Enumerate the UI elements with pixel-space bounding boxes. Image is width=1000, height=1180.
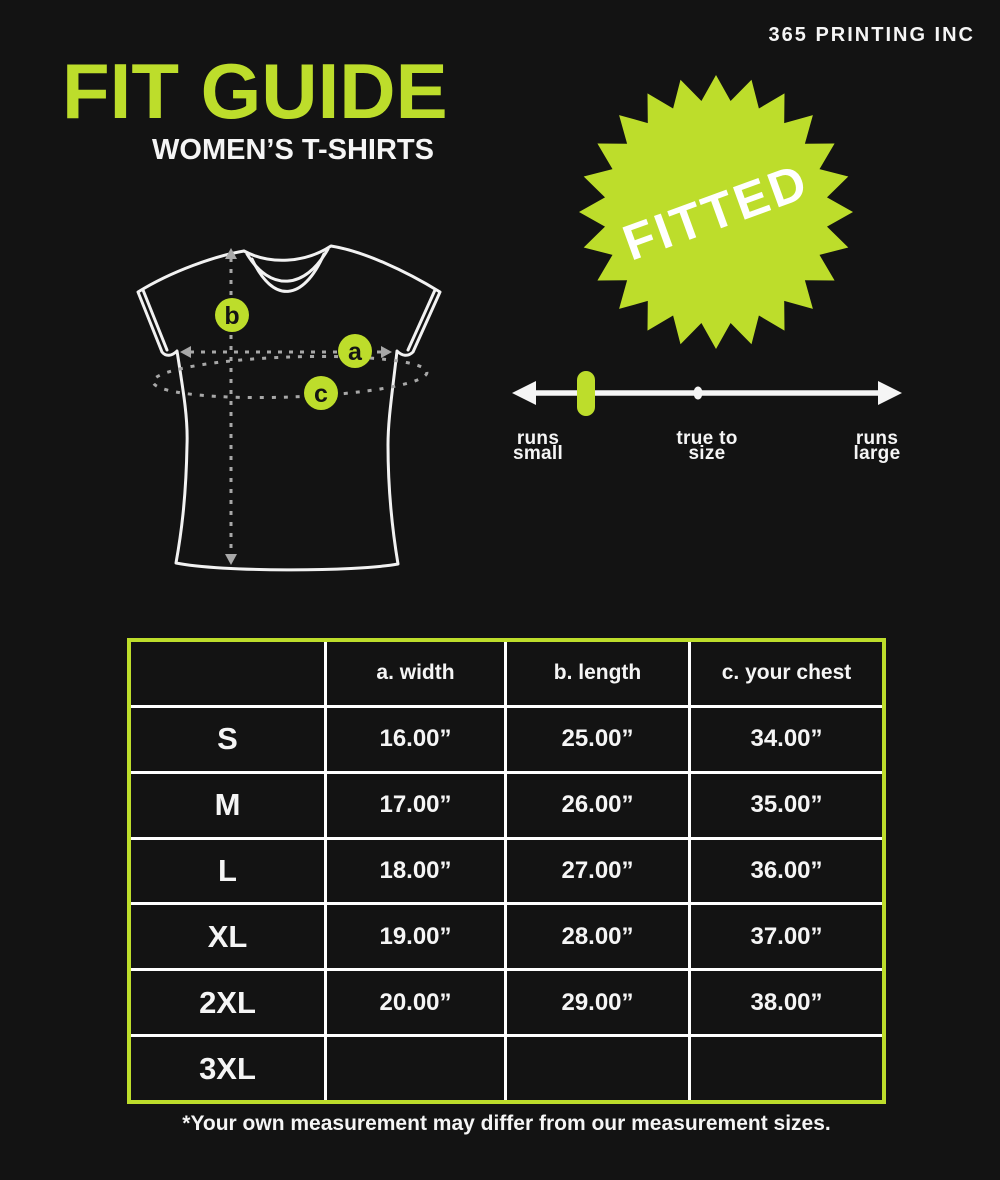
table-cell-chest: 36.00”: [691, 840, 882, 903]
measurement-arrowheads: [180, 248, 392, 565]
table-cell-chest: 35.00”: [691, 774, 882, 837]
col-header-chest: c. your chest: [691, 642, 882, 705]
table-cell-width: 17.00”: [327, 774, 504, 837]
table-cell-length: 25.00”: [507, 708, 688, 771]
col-header-size: [131, 642, 324, 705]
table-cell-chest: [691, 1037, 882, 1100]
size-table: [127, 638, 886, 1104]
measurement-markers: [215, 298, 372, 410]
scale-arrow-icon: [512, 381, 902, 405]
page-title: FIT GUIDE: [62, 47, 448, 135]
table-cell-chest: 38.00”: [691, 971, 882, 1034]
marker-c-label: c: [314, 380, 328, 408]
table-row-size: L: [131, 840, 324, 903]
scale-label-true-to-size: true to size: [676, 428, 738, 464]
table-cell-length: 26.00”: [507, 774, 688, 837]
col-header-length: b. length: [507, 642, 688, 705]
fitted-badge: [576, 72, 856, 352]
measurement-lines: [152, 258, 427, 556]
table-row-size: 3XL: [131, 1037, 324, 1100]
table-cell-length: 28.00”: [507, 905, 688, 968]
marker-a-label: a: [348, 338, 362, 366]
table-cell-length: 29.00”: [507, 971, 688, 1034]
tshirt-outline-icon: [138, 246, 440, 570]
col-header-width: a. width: [327, 642, 504, 705]
table-cell-width: 19.00”: [327, 905, 504, 968]
table-row-size: XL: [131, 905, 324, 968]
table-row-size: M: [131, 774, 324, 837]
table-cell-chest: 34.00”: [691, 708, 882, 771]
table-cell-width: 18.00”: [327, 840, 504, 903]
table-cell-chest: 37.00”: [691, 905, 882, 968]
page-subtitle: WOMEN’S T-SHIRTS: [152, 134, 434, 166]
header: [62, 47, 448, 167]
tshirt-diagram: [118, 233, 462, 583]
true-to-size-dot-icon: [694, 387, 703, 400]
brand-text: 365 PRINTING INC: [768, 24, 975, 46]
table-cell-length: [507, 1037, 688, 1100]
fit-scale: [505, 360, 915, 435]
marker-b-label: b: [224, 302, 240, 330]
table-cell-length: 27.00”: [507, 840, 688, 903]
fitted-badge-label: FITTED: [615, 152, 817, 272]
fit-scale-marker: [577, 371, 595, 416]
footnote: *Your own measurement may differ from our measurement sizes.: [182, 1112, 831, 1135]
table-cell-width: 20.00”: [327, 971, 504, 1034]
table-row-size: S: [131, 708, 324, 771]
table-cell-width: 16.00”: [327, 708, 504, 771]
table-cell-width: [327, 1037, 504, 1100]
table-row-size: 2XL: [131, 971, 324, 1034]
scale-label-runs-small: runs small: [512, 428, 564, 464]
scale-label-runs-large: runs large: [853, 428, 901, 464]
